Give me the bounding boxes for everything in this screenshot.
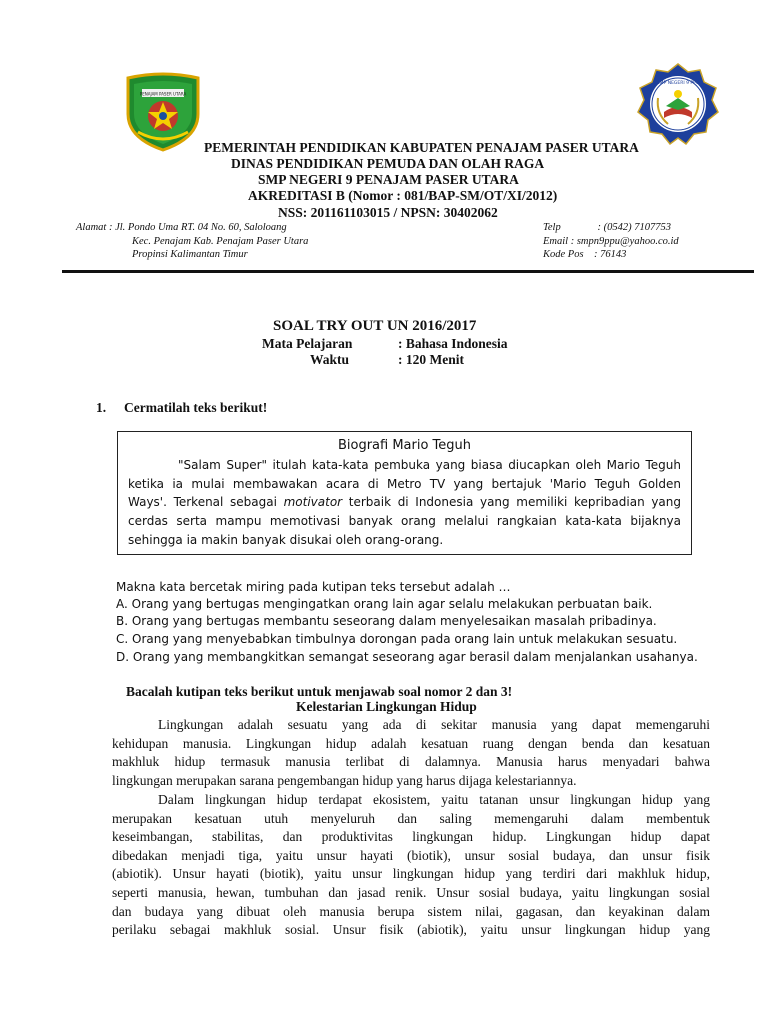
address-province: Propinsi Kalimantan Timur — [132, 249, 248, 260]
biography-text — [128, 456, 681, 550]
biography-text-box — [117, 431, 692, 555]
paragraph-line: Dalam lingkungan hidup terdapat ekosistem, yaitu tatanan unsur lingkungan hidup yang — [158, 792, 710, 807]
header-line-government: PEMERINTAH PENDIDIKAN KABUPATEN PENAJAM PASER UTARA — [204, 140, 639, 155]
option-c[interactable]: C. Orang yang menyebabkan timbulnya dorongan pada orang lain untuk melakukan sesuatu. — [116, 632, 678, 646]
biography-line-part: Ways'. Terkenal sebagai — [128, 495, 284, 510]
header-line-accreditation: AKREDITASI B (Nomor : 081/BAP-SM/OT/XI/2012) — [248, 188, 558, 203]
time-value: : 120 Menit — [398, 352, 464, 367]
address-district: Kec. Penajam Kab. Penajam Paser Utara — [132, 236, 309, 247]
letterhead-divider — [62, 270, 754, 273]
svg-text:SMP NEGERI 9 PPU: SMP NEGERI 9 PPU — [656, 81, 700, 86]
exam-title: SOAL TRY OUT UN 2016/2017 — [273, 318, 477, 334]
option-b[interactable]: B. Orang yang bertugas membantu seseorang dalam menyelesaikan masalah pribadinya. — [116, 614, 657, 628]
time-label: Waktu — [310, 352, 350, 367]
biography-title: Biografi Mario Teguh — [337, 438, 472, 453]
school-emblem-icon — [636, 62, 720, 146]
paragraph-line: dan budaya yang dibuat oleh manusia berupa sistem nilai, gagasan, dan keyakinan dalam — [112, 903, 710, 919]
header-line-school: SMP NEGERI 9 PENAJAM PASER UTARA — [258, 172, 519, 187]
biography-line: sehingga ia makin banyak disukai oleh orang-orang. — [128, 532, 444, 547]
biography-line: cerdas serta mampu memotivasi banyak orang melalui rangkaian kata-kata bijaknya — [128, 514, 681, 529]
contact-postal: Kode Pos : 76143 — [543, 249, 627, 260]
biography-line: ketika ia mulai membawakan acara di Metro TV yang bertajuk 'Mario Teguh Golden — [128, 476, 681, 491]
biography-line: "Salam Super" itulah kata-kata pembuka yang biasa diucapkan oleh Mario Teguh — [178, 458, 681, 472]
contact-email: Email : smpn9ppu@yahoo.co.id — [543, 236, 679, 247]
subject-value: : Bahasa Indonesia — [398, 336, 508, 351]
biography-line-part: terbaik di Indonesia yang memiliki kepribadian yang — [342, 495, 682, 510]
option-d[interactable]: D. Orang yang membangkitkan semangat seseorang agar berasil dalam menjalankan usahanya. — [116, 650, 698, 664]
option-a[interactable]: A. Orang yang bertugas mengingatkan orang lain agar selalu melakukan perbuatan baik. — [116, 597, 653, 611]
paragraph-line: kehidupan manusia. Lingkungan hidup adalah kesatuan ruang dengan benda dan kesatuan — [112, 735, 710, 751]
paragraph-line: keseimbangan, stabilitas, dan produktivitas lingkungan hidup. Lingkungan hidup dapat — [112, 829, 710, 845]
contact-phone: Telp : (0542) 7107753 — [543, 222, 671, 233]
paragraph-line: (abiotik). Unsur hayati (biotik), yaitu unsur lingkungan hidup yang terdiri dari makhluk hidup, — [112, 866, 710, 882]
reading-instruction: Bacalah kutipan teks berikut untuk menjawab soal nomor 2 dan 3! — [126, 684, 513, 699]
reading-paragraph-1 — [112, 716, 710, 790]
paragraph-line: dibedakan menjadi tiga, yaitu unsur hayati (biotik), unsur sosial budaya, dan unsur fisik — [112, 847, 710, 863]
header-line-nss: NSS: 201161103015 / NPSN: 30402062 — [278, 205, 498, 220]
school-logo — [636, 62, 720, 146]
svg-text:PENAJAM PASER UTARA: PENAJAM PASER UTARA — [139, 91, 187, 97]
reading-title: Kelestarian Lingkungan Hidup — [296, 699, 477, 714]
reading-paragraph-2 — [112, 791, 710, 940]
biography-line — [128, 493, 681, 512]
paragraph-line: perilaku sebagai makhluk sosial. Unsur fisik (abiotik), yaitu unsur lingkungan hidup yang — [112, 922, 710, 938]
question-1-stem: Makna kata bercetak miring pada kutipan teks tersebut adalah … — [116, 580, 511, 594]
paragraph-line: makhluk hidup termasuk manusia terlibat di dalamnya. Manusia harus menyadari bahwa — [112, 754, 710, 770]
paragraph-line: Lingkungan adalah sesuatu yang ada di sekitar manusia yang dapat memengaruhi — [158, 717, 710, 732]
subject-label: Mata Pelajaran — [262, 336, 353, 351]
paragraph-line: lingkungan merupakan sarana pengembangan hidup yang harus dijaga kelestariannya. — [112, 772, 577, 788]
paragraph-line: seperti manusia, hewan, tumbuhan dan jasad renik. Unsur sosial budaya, yaitu lingkungan sosial — [112, 884, 710, 900]
regency-logo — [124, 72, 202, 152]
header-line-department: DINAS PENDIDIKAN PEMUDA DAN OLAH RAGA — [231, 156, 545, 171]
question-1-number: 1. — [96, 400, 107, 415]
question-1-instruction: Cermatilah teks berikut! — [124, 400, 268, 415]
italic-word-motivator: motivator — [283, 495, 343, 510]
paragraph-line: merupakan kesatuan utuh menyeluruh dan saling memengaruhi dalam membentuk — [112, 810, 710, 826]
regency-shield-icon — [124, 72, 202, 152]
address-street: Alamat : Jl. Pondo Uma RT. 04 No. 60, Saloloang — [76, 222, 287, 233]
